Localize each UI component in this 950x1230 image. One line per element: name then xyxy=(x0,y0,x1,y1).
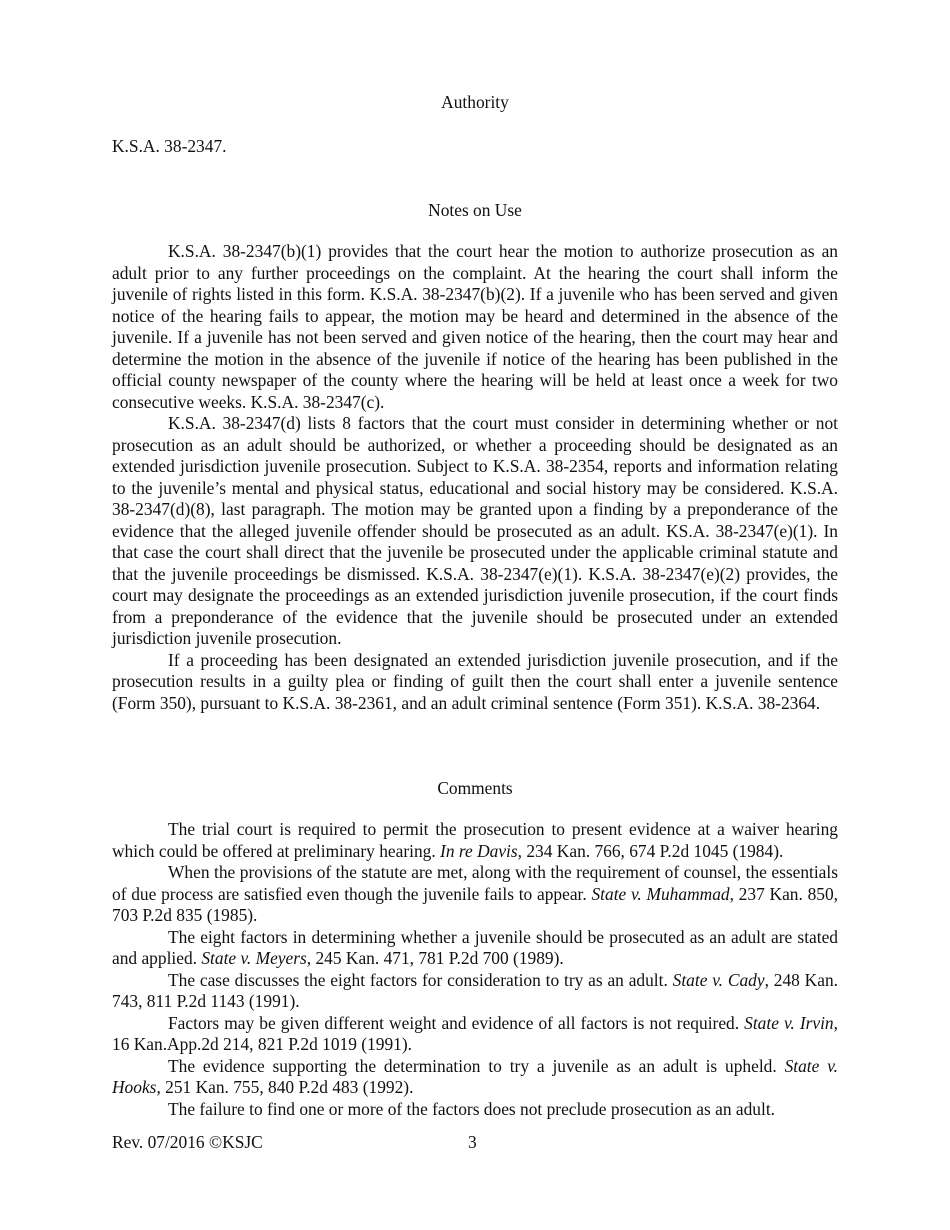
notes-on-use-heading: Notes on Use xyxy=(428,200,522,220)
comments-body xyxy=(112,819,838,1120)
case-name: State v. Muhammad xyxy=(591,883,730,904)
case-name: State v. Hooks xyxy=(112,1055,838,1097)
case-citation: , 251 Kan. 755, 840 P.2d 483 (1992). xyxy=(156,1077,414,1097)
case-citation: , 234 Kan. 766, 674 P.2d 1045 (1984). xyxy=(517,840,784,861)
comment-item xyxy=(112,1099,838,1121)
authority-citation: K.S.A. 38-2347. xyxy=(112,136,227,156)
comments-heading: Comments xyxy=(437,778,513,798)
comment-item xyxy=(112,819,838,862)
case-name: State v. Irvin xyxy=(744,1012,834,1033)
notes-on-use-body xyxy=(112,241,838,714)
authority-heading: Authority xyxy=(441,92,509,112)
footer-revision: Rev. 07/2016 ©KSJC xyxy=(112,1132,263,1152)
case-name: State v. Cady xyxy=(672,969,765,990)
comment-text: Factors may be given different weight and evidence of all factors is not required. xyxy=(168,1012,745,1033)
comment-text: The evidence supporting the determination to try a juvenile as an adult is upheld. xyxy=(168,1055,785,1076)
case-name: State v. Meyers xyxy=(201,948,307,968)
comment-text: The trial court is required to permit the prosecution to present evidence at a waiver hearing which could be offered at preliminary hearing. xyxy=(112,819,838,861)
page-number: 3 xyxy=(468,1132,477,1152)
comment-item xyxy=(112,1056,838,1099)
case-citation: , 245 Kan. 471, 781 P.2d 700 (1989). xyxy=(306,948,564,968)
comment-item xyxy=(112,970,838,1013)
comment-item xyxy=(112,1013,838,1056)
notes-paragraph-1: K.S.A. 38-2347(b)(1) provides that the court hear the motion to authorize prosecution as an adult prior to any further proceedings on the complaint. At the hearing the court shall inform the juvenile of rights listed in this form. K.S.A. 38-2347(b)(2). If a juvenile who has been served and given notice of the hearing fails to appear, the motion may be heard and determined in the absence of the juvenile. If a juvenile has not been served and given notice of the hearing, then the court may hear and determine the motion in the absence of the juvenile if notice of the hearing has been published in the official county newspaper of the county where the hearing will be held at least once a week for two consecutive weeks. K.S.A. 38-2347(c). xyxy=(112,241,838,412)
comment-text: The eight factors in determining whether a juvenile should be prosecuted as an adult are stated and applied. xyxy=(112,926,838,968)
notes-paragraph-3: If a proceeding has been designated an extended jurisdiction juvenile prosecution, and if the prosecution results in a guilty plea or finding of guilt then the court shall enter a juvenile sentence (Form 350), pursuant to K.S.A. 38-2361, and an adult criminal sentence (Form 351). K.S.A. 38-2364. xyxy=(112,649,838,713)
comment-text: The failure to find one or more of the factors does not preclude prosecution as an adult. xyxy=(168,1098,776,1119)
comment-text: When the provisions of the statute are met, along with the requirement of counsel, the essentials of due process are satisfied even though the juvenile fails to appear. xyxy=(112,862,838,904)
comment-text: The case discusses the eight factors for consideration to try as an adult. xyxy=(168,969,673,990)
case-name: In re Davis xyxy=(440,840,518,861)
comment-item xyxy=(112,927,838,970)
case-citation: , 16 Kan.App.2d 214, 821 P.2d 1019 (1991). xyxy=(112,1012,838,1054)
case-citation: , 237 Kan. 850, 703 P.2d 835 (1985). xyxy=(112,883,839,925)
notes-paragraph-2: K.S.A. 38-2347(d) lists 8 factors that the court must consider in determining whether or not prosecution as an adult should be authorized, or whether a proceeding should be designated as an extended jurisdiction juvenile prosecution. Subject to K.S.A. 38-2354, reports and information relating to the juvenile’s mental and physical status, educational and social history may be considered. K.S.A. 38-2347(d)(8), last paragraph. The motion may be granted upon a finding by a preponderance of the evidence that the alleged juvenile offender should be prosecuted as an adult. KS.A. 38-2347(e)(1). In that case the court shall direct that the juvenile be prosecuted under the applicable criminal statute and that the juvenile proceedings be dismissed. K.S.A. 38-2347(e)(1). K.S.A. 38-2347(e)(2) provides, the court may designate the proceedings as an extended jurisdiction juvenile prosecution, if the court finds from a preponderance of the evidence that the juvenile should be prosecuted under an extended jurisdiction juvenile prosecution. xyxy=(112,413,838,648)
case-citation: , 248 Kan. 743, 811 P.2d 1143 (1991). xyxy=(112,969,838,1011)
comment-item xyxy=(112,862,838,927)
